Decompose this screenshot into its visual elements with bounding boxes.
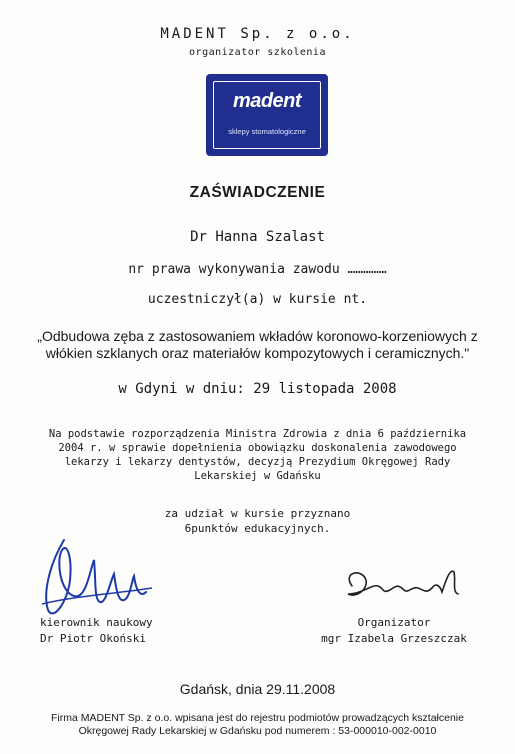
legal-basis-line: lekarzy i lekarzy dentystów, decyzją Prezydium Okręgowej Rady [64, 456, 451, 468]
signature-stroke [348, 571, 458, 595]
signatory-name: Dr Piotr Okoński [40, 632, 146, 645]
footer-line: Okręgowej Rady Lekarskiej w Gdańsku pod numerem : 53-000010-002-0010 [78, 725, 437, 737]
legal-basis-line: Na podstawie rozporządzenia Ministra Zdrowia z dnia 6 października [48, 428, 467, 440]
course-title-line: „Odbudowa zęba z zastosowaniem wkładów koronowo-korzeniowych z [37, 328, 478, 344]
footer-line: Firma MADENT Sp. z o.o. wpisana jest do rejestru podmiotów prowadzących kształcenie [51, 712, 464, 724]
legal-basis-line: 2004 r. w sprawie dopełnienia obowiązku doskonalenia zawodowego [58, 442, 457, 454]
certificate-title: ZAŚWIADCZENIE [189, 184, 326, 201]
legal-basis [0, 427, 515, 483]
signatory-role: kierownik naukowy [40, 616, 153, 629]
signatory-role: Organizator [357, 616, 431, 629]
registry-footer [0, 712, 515, 738]
participation-line: uczestniczył(a) w kursie nt. [147, 292, 368, 307]
organizer-signature [332, 560, 472, 610]
scientific-supervisor-signature [34, 530, 164, 622]
signatory-name: mgr Izabela Grzeszczak [321, 632, 467, 645]
course-title [0, 328, 515, 362]
logo-wordmark: madent [232, 90, 302, 112]
issue-place-date: Gdańsk, dnia 29.11.2008 [179, 681, 336, 697]
legal-basis-line: Lekarskiej w Gdańsku [194, 470, 321, 482]
left-signatory [40, 615, 153, 647]
place-and-date: w Gdyni w dniu: 29 listopada 2008 [118, 381, 397, 397]
points-line: 6punktów edukacyjnych. [184, 522, 331, 535]
licence-number-line: nr prawa wykonywania zawodu …………… [128, 262, 387, 277]
madent-logo [206, 74, 328, 156]
course-title-line: włókien szklanych oraz materiałów kompozytowych i ceramicznych." [45, 345, 470, 361]
company-name: MADENT Sp. z o.o. [160, 26, 355, 42]
participant-name: Dr Hanna Szalast [190, 229, 325, 245]
right-signatory [304, 615, 484, 647]
signature-stroke [46, 540, 146, 613]
points-line: za udział w kursie przyznano [164, 507, 351, 520]
logo-tagline: sklepy stomatologiczne [228, 127, 306, 136]
organizer-caption: organizator szkolenia [189, 47, 326, 58]
